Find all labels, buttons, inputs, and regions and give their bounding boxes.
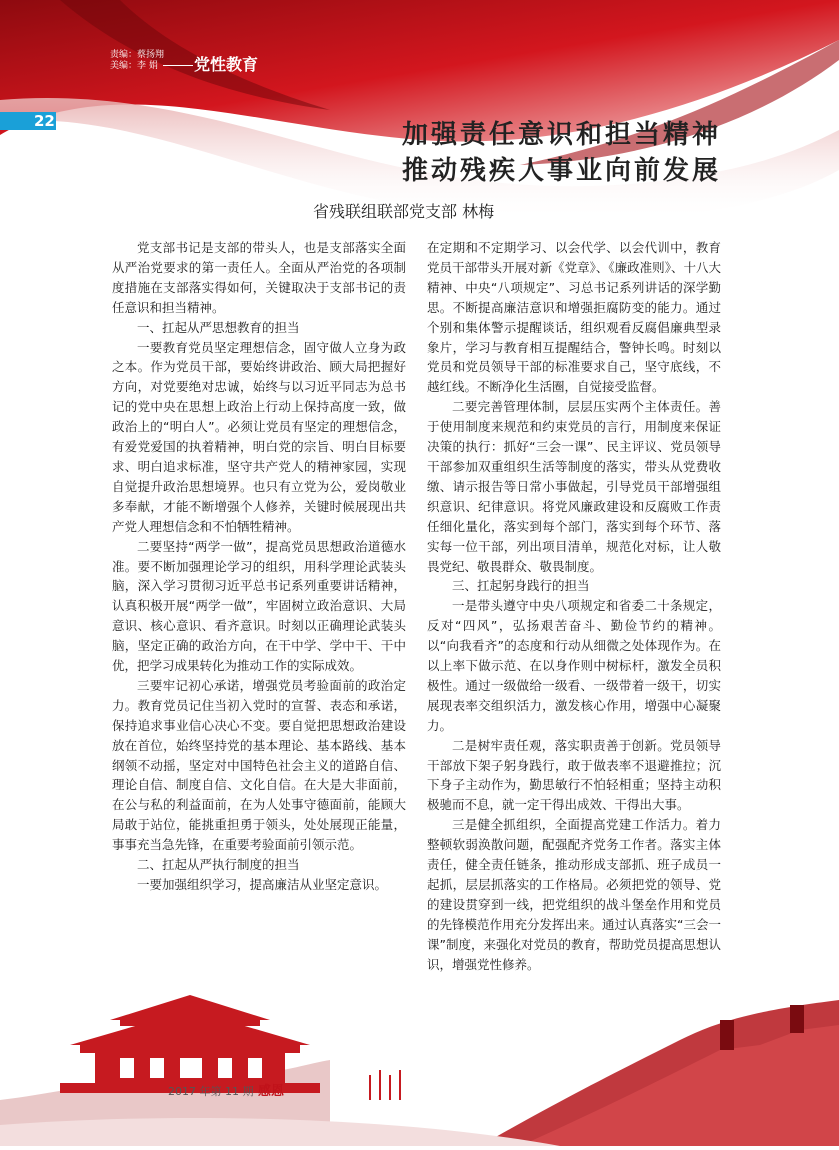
article-author: 省残联组联部党支部 林梅 [313, 202, 495, 221]
paragraph: 三是健全抓组织，全面提高党建工作活力。着力整顿软弱涣散问题，配强配齐党务工作者。落实主体责任，健全责任链条，推动形成支部抓、班子成员一起抓，层层抓落实的工作格局。必须把党的领导、党的建设贯穿到一线，把党组织的战斗堡垒作用和党员的先锋模范作用充分发挥出来。通过认真落实“三会一课”制度，来强化对党员的教育，帮助党员提高思想认识，增强党性修养。 [427, 817, 721, 972]
article-column-right [427, 238, 721, 975]
section-heading: 一、扛起从严思想教育的担当 [137, 319, 300, 335]
paragraph: 党支部书记是支部的带头人，也是支部落实全面从严治党要求的第一责任人。全面从严治党的各项制度措施在支部落实得如何，关键取决于支部书记的责任意识和担当精神。 [112, 240, 406, 315]
article-title-line-1: 加强责任意识和担当精神 [401, 120, 721, 150]
editor-line: 责编：蔡扬翔 [110, 50, 165, 60]
editor-credits [110, 50, 164, 72]
paragraph: 一要加强组织学习，提高廉洁从业坚定意识。 [137, 877, 388, 892]
article-title-line-2: 推动残疾人事业向前发展 [401, 156, 721, 186]
paragraph: 一要教育党员坚定理想信念，固守做人立身为政之本。作为党员干部，要始终讲政治、顾大局把握好方向，对党要绝对忠诚，始终与以习近平同志为总书记的党中央在思想上政治上行动上保持高度一致，做政治上的“明白人”。必须让党员有坚定的理想信念，有爱党爱国的执着精神，明白党的宗旨、明白目标要求、明白追求标准，坚守共产党人的精神家园，实现自觉提升政治思想境界。也只有立党为公，爱岗敬业多奉献，才能不断增强个人修养，关键时候展现出共产党人理想信念和不怕牺牲精神。 [112, 339, 406, 534]
section-title: 党性教育 [194, 55, 259, 74]
magazine-name: 感恩 [258, 1084, 285, 1099]
issue-info: 2017 年第 11 期 [168, 1085, 254, 1098]
page-number: 22 [34, 112, 55, 130]
paragraph: 三要牢记初心承诺，增强党员考验面前的政治定力。教育党员记住当初入党时的宣誓、表态和承诺，保持追求事业信心决心不变。要自觉把思想政治建设放在首位，始终坚持党的基本理论、基本路线、基本纲领不动摇，坚定对中国特色社会主义的道路自信、理论自信、制度自信、文化自信。在大是大非面前，在公与私的利益面前，在为人处事守德面前，能顾大局敢于站位，能挑重担勇于领头，处处展现正能量，事事充当急先锋，在重要考验面前引领示范。 [112, 677, 406, 853]
section-heading: 二、扛起从严执行制度的担当 [137, 857, 300, 873]
designer-line: 美编：李 娟 [110, 61, 158, 71]
section-divider [163, 65, 193, 66]
section-heading: 三、扛起躬身践行的担当 [452, 578, 590, 594]
paragraph: 二要坚持“两学一做”，提高党员思想政治道德水准。要不断加强理论学习的组织，用科学理论武装头脑，深入学习贯彻习近平总书记系列重要讲话精神，认真积极开展“两学一做”，牢固树立政治意识、大局意识、核心意识、看齐意识。时刻以正确理论武装头脑，坚定正确的政治方向，在干中学、学中干、干中优，把学习成果转化为推动工作的实际成效。 [112, 538, 406, 674]
paragraph: 二是树牢责任观，落实职责善于创新。党员领导干部放下架子躬身践行，敢于做表率不退避推拉；沉下身子主动作为，勤思敏行不怕轻相重；坚持主动积极驰而不息，就一定干得出成效、干得出大事。 [427, 737, 721, 813]
paragraph: 在定期和不定期学习、以会代学、以会代训中，教育党员干部带头开展对新《党章》、《廉政准则》、十八大精神、中央“八项规定”、习总书记系列讲话的深学勤思。不断提高廉洁意识和增强拒腐防变的能力。通过个别和集体警示提醒谈话，组织观看反腐倡廉典型录象片，学习与教育相互提醒结合，警钟长鸣。时刻以党员和党员领导干部的标准要求自己，坚守底线，不越红线。不断净化生活圈，自觉接受监督。 [427, 240, 721, 395]
paragraph: 二要完善管理体制，层层压实两个主体责任。善于使用制度来规范和约束党员的言行，用制度来保证决策的执行：抓好“三会一课”、民主评议、党员领导干部参加双重组织生活等制度的落实，带头从党费收缴、请示报告等日常小事做起，引导党员干部增强组织意识、纪律意识。将党风廉政建设和反腐败工作责任细化量化，落实到每个部门，落实到每个环节、落实每一位干部，列出项目清单，规范化对标，让人敬畏党纪、敬畏群众、敬畏制度。 [427, 399, 721, 574]
landmark-silhouette-graphic [0, 950, 839, 1146]
article-column-left [112, 238, 406, 895]
footer-illustration [0, 950, 839, 1146]
paragraph: 一是带头遵守中央八项规定和省委二十条规定，反对“四风”，弘扬艰苦奋斗、勤俭节约的精神。以“向我看齐”的态度和行动从细微之处体现作为。在以上率下做示范、在以身作则中树标杆，激发全员积极性。通过一级做给一级看、一级带着一级干，切实展现表率交组织活力，激发核心作用，增强中心凝聚力。 [427, 598, 721, 733]
